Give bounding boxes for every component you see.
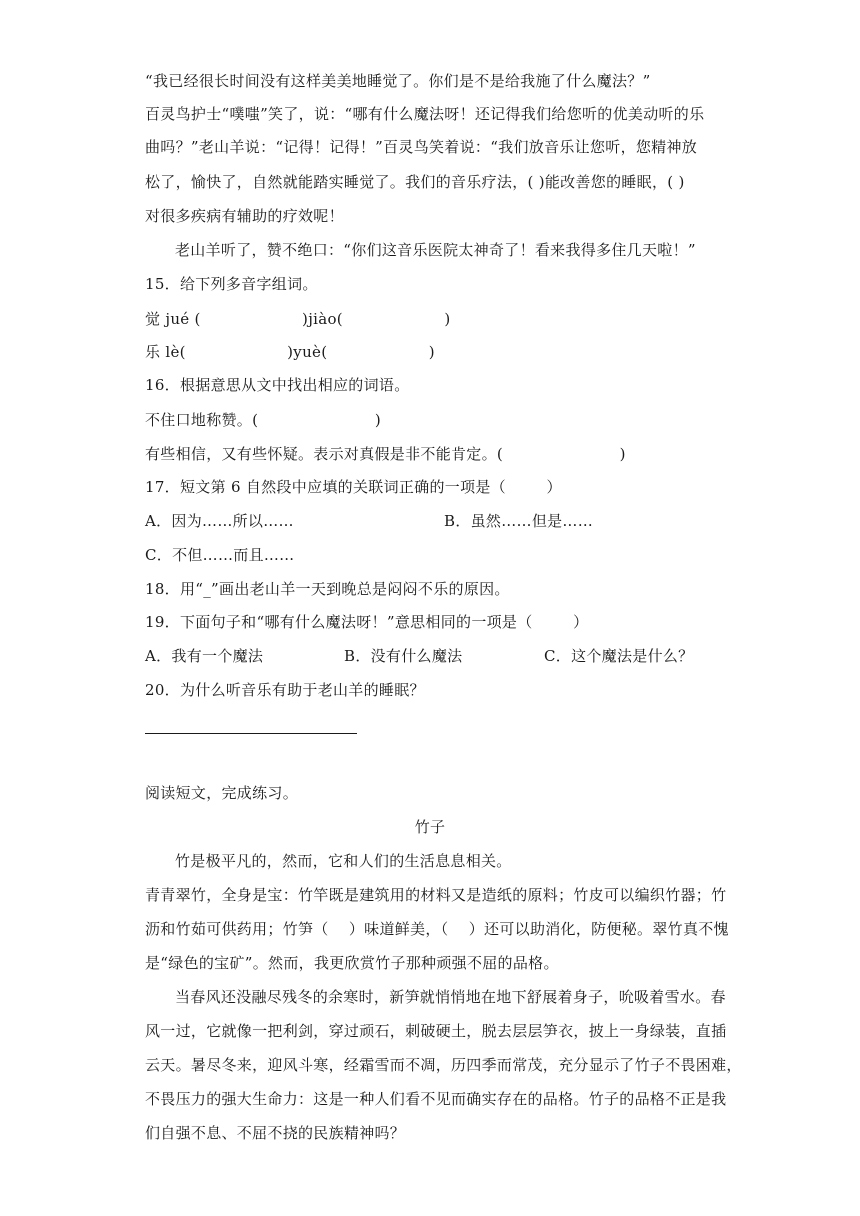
- q16-row-2: 有些相信，又有些怀疑。表示对真假是非不能肯定。( ): [145, 445, 626, 463]
- q17-option-b: B．虽然……但是……: [444, 512, 594, 530]
- q19-option-a: A．我有一个魔法: [145, 647, 264, 665]
- q20-answer-line: [145, 733, 357, 734]
- passage1-paragraph-2-line-2: 曲吗？”老山羊说：“记得！记得！”百灵鸟笑着说：“我们放音乐让您听，您精神放: [145, 138, 698, 156]
- passage1-paragraph-1: “我已经很长时间没有这样美美地睡觉了。你们是不是给我施了什么魔法？”: [145, 72, 651, 90]
- q16-row-1: 不住口地称赞。( ): [145, 411, 381, 429]
- passage1-paragraph-2-line-3: 松了，愉快了，自然就能踏实睡觉了。我们的音乐疗法，( )能改善您的睡眠，( ): [145, 173, 685, 191]
- passage2-paragraph-3-line-4: 不畏压力的强大生命力：这是一种人们看不见而确实存在的品格。竹子的品格不正是我: [145, 1090, 727, 1108]
- q15-stem: 15．给下列多音字组词。: [145, 275, 318, 293]
- passage2-paragraph-3-line-3: 云天。暑尽冬来，迎风斗寒，经霜雪而不凋，历四季而常茂，充分显示了竹子不畏困难，: [145, 1056, 742, 1074]
- q20-stem: 20．为什么听音乐有助于老山羊的睡眠？: [145, 681, 425, 699]
- passage2-intro: 阅读短文，完成练习。: [145, 784, 299, 802]
- q17-option-a: A．因为……所以……: [145, 512, 294, 530]
- passage2-paragraph-2-line-1: 青青翠竹，全身是宝：竹竿既是建筑用的材料又是造纸的原料；竹皮可以编织竹器；竹: [145, 886, 727, 904]
- passage2-paragraph-3-line-5: 们自强不息、不屈不挠的民族精神吗？: [145, 1124, 406, 1142]
- passage2-paragraph-3-line-2: 风一过，它就像一把利剑，穿过顽石，刺破硬土，脱去层层笋衣，披上一身绿装，直插: [145, 1022, 727, 1040]
- passage2-paragraph-1: 竹是极平凡的，然而，它和人们的生活息息相关。: [175, 852, 512, 870]
- q19-option-c: C．这个魔法是什么？: [544, 647, 694, 665]
- passage2-paragraph-2-line-3: 是“绿色的宝矿”。然而，我更欣赏竹子那种顽强不屈的品格。: [145, 954, 559, 972]
- passage1-paragraph-3: 老山羊听了，赞不绝口：“你们这音乐医院太神奇了！看来我得多住几天啦！”: [175, 241, 696, 259]
- q19-stem: 19．下面句子和“哪有什么魔法呀！”意思相同的一项是（ ）: [145, 613, 589, 631]
- q19-option-b: B．没有什么魔法: [344, 647, 463, 665]
- q18-stem: 18．用“_”画出老山羊一天到晚总是闷闷不乐的原因。: [145, 580, 510, 598]
- q15-row-le: 乐 lè( )yuè( ): [145, 343, 435, 361]
- passage1-paragraph-2-line-4: 对很多疾病有辅助的疗效呢！: [145, 207, 344, 225]
- q17-option-c: C．不但……而且……: [145, 546, 295, 564]
- passage1-paragraph-2-line-1: 百灵鸟护士“噗嗤”笑了，说：“哪有什么魔法呀！还记得我们给您听的优美动听的乐: [145, 105, 705, 123]
- passage2-title: 竹子: [414, 818, 446, 836]
- passage2-paragraph-2-line-2: 沥和竹茹可供药用；竹笋（ ）味道鲜美，（ ）还可以助消化，防便秘。翠竹真不愧: [145, 920, 729, 938]
- q17-stem: 17．短文第 6 自然段中应填的关联词正确的一项是（ ）: [145, 478, 562, 496]
- q16-stem: 16．根据意思从文中找出相应的词语。: [145, 376, 410, 394]
- passage2-paragraph-3-line-1: 当春风还没融尽残冬的余寒时，新笋就悄悄地在地下舒展着身子，吮吸着雪水。春: [175, 988, 726, 1006]
- q15-row-jue: 觉 jué ( )jiào( ): [145, 310, 451, 328]
